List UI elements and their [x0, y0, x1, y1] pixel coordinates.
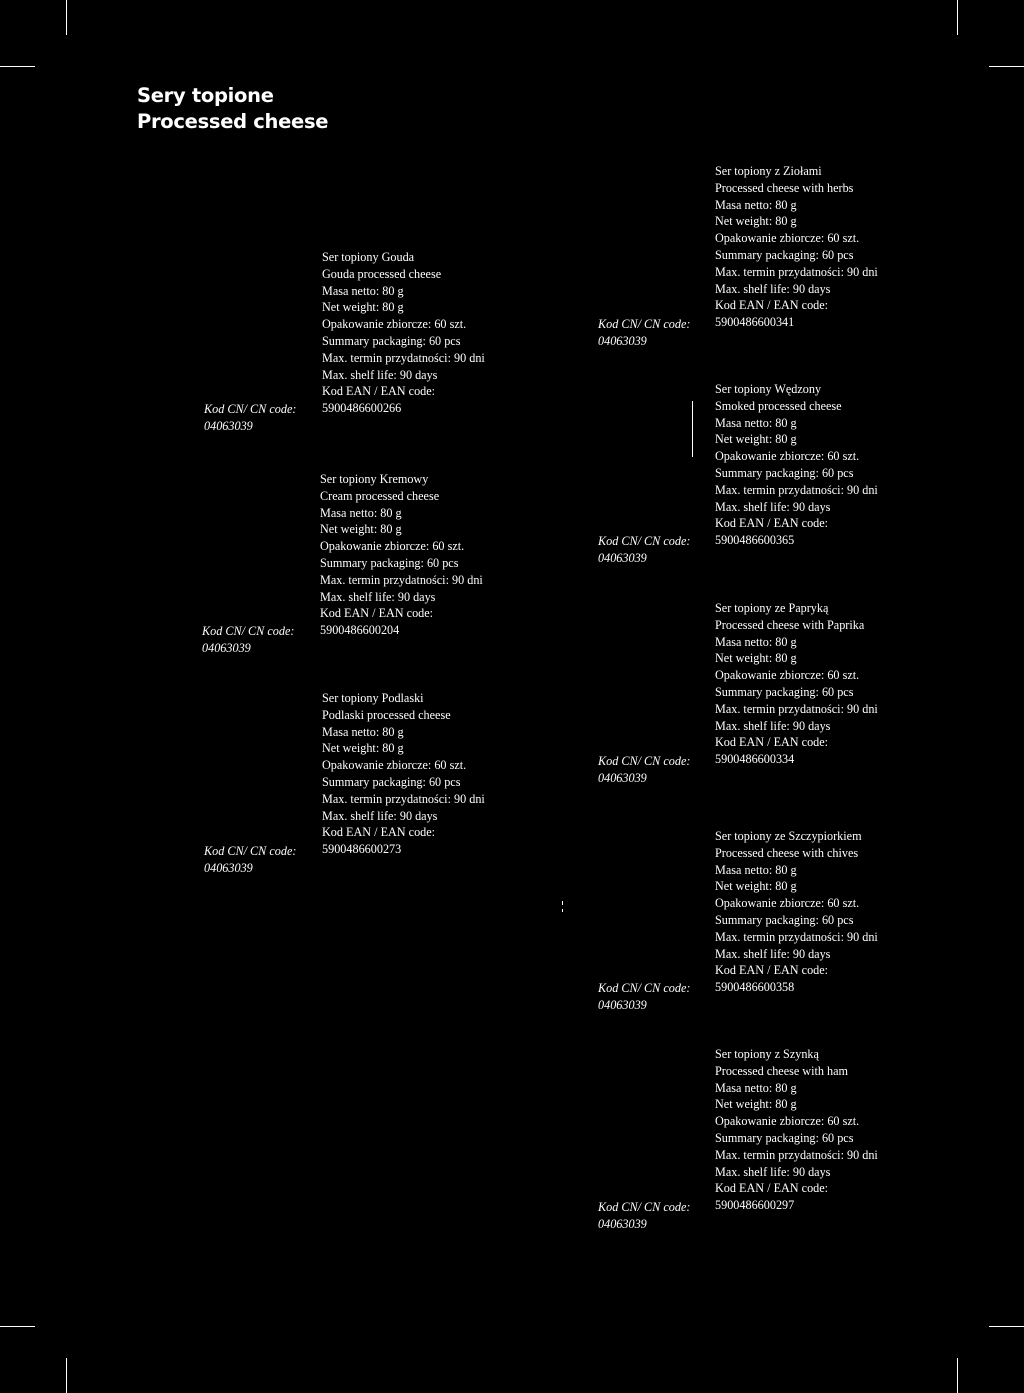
ean-label: Kod EAN / EAN code: — [715, 516, 829, 531]
page-title — [137, 83, 328, 135]
product-info — [715, 381, 878, 549]
cn-code: 04063039 — [598, 333, 647, 348]
ean-code: 5900486600358 — [715, 980, 795, 995]
title-pl: Sery topione — [137, 84, 274, 107]
packaging-en: Summary packaging: 60 pcs — [715, 247, 854, 262]
crop-mark — [989, 1326, 1024, 1327]
cn-code-block — [598, 316, 690, 350]
product-info — [715, 828, 878, 996]
crop-mark — [0, 66, 35, 67]
ean-label: Kod EAN / EAN code: — [320, 606, 434, 621]
crop-mark — [66, 1358, 67, 1393]
cn-label: Kod CN/ CN code: — [598, 534, 691, 548]
net-weight-en: Net weight: 80 g — [715, 1097, 797, 1112]
net-weight-pl: Masa netto: 80 g — [715, 862, 797, 877]
ean-code: 5900486600334 — [715, 752, 795, 767]
cn-code: 04063039 — [598, 550, 647, 565]
product-name-en: Processed cheese with chives — [715, 845, 859, 860]
product-name-pl: Ser topiony Podlaski — [322, 691, 424, 705]
crop-mark — [957, 0, 958, 35]
shelf-life-en: Max. shelf life: 90 days — [322, 367, 438, 382]
divider-dot — [562, 901, 563, 905]
net-weight-en: Net weight: 80 g — [715, 214, 797, 229]
crop-mark — [66, 0, 67, 35]
ean-code: 5900486600204 — [320, 623, 400, 638]
shelf-life-pl: Max. termin przydatności: 90 dni — [715, 701, 878, 716]
cn-label: Kod CN/ CN code: — [598, 317, 691, 331]
product-name-en: Gouda processed cheese — [322, 266, 442, 281]
cn-label: Kod CN/ CN code: — [204, 844, 297, 858]
packaging-pl: Opakowanie zbiorcze: 60 szt. — [320, 539, 465, 554]
ean-label: Kod EAN / EAN code: — [715, 963, 829, 978]
ean-label: Kod EAN / EAN code: — [715, 298, 829, 313]
net-weight-pl: Masa netto: 80 g — [715, 634, 797, 649]
ean-code: 5900486600266 — [322, 401, 402, 416]
product-info — [322, 690, 485, 858]
packaging-en: Summary packaging: 60 pcs — [715, 912, 854, 927]
cn-label: Kod CN/ CN code: — [598, 754, 691, 768]
product-name-en: Processed cheese with herbs — [715, 180, 854, 195]
shelf-life-en: Max. shelf life: 90 days — [322, 808, 438, 823]
product-name-pl: Ser topiony Gouda — [322, 250, 415, 264]
product-info — [715, 163, 878, 331]
shelf-life-en: Max. shelf life: 90 days — [715, 718, 831, 733]
shelf-life-pl: Max. termin przydatności: 90 dni — [320, 572, 483, 587]
shelf-life-pl: Max. termin przydatności: 90 dni — [715, 929, 878, 944]
cn-code-block — [204, 401, 296, 435]
net-weight-pl: Masa netto: 80 g — [715, 415, 797, 430]
shelf-life-pl: Max. termin przydatności: 90 dni — [322, 791, 485, 806]
shelf-life-pl: Max. termin przydatności: 90 dni — [715, 1147, 878, 1162]
packaging-pl: Opakowanie zbiorcze: 60 szt. — [715, 896, 860, 911]
packaging-en: Summary packaging: 60 pcs — [320, 555, 459, 570]
packaging-pl: Opakowanie zbiorcze: 60 szt. — [715, 668, 860, 683]
shelf-life-en: Max. shelf life: 90 days — [320, 589, 436, 604]
cn-code-block — [598, 1199, 690, 1233]
packaging-en: Summary packaging: 60 pcs — [322, 774, 461, 789]
shelf-life-pl: Max. termin przydatności: 90 dni — [322, 350, 485, 365]
cn-code: 04063039 — [598, 997, 647, 1012]
cn-code-block — [202, 623, 294, 657]
product-name-pl: Ser topiony Wędzony — [715, 382, 822, 396]
net-weight-pl: Masa netto: 80 g — [322, 283, 404, 298]
crop-mark — [957, 1358, 958, 1393]
shelf-life-en: Max. shelf life: 90 days — [715, 281, 831, 296]
net-weight-pl: Masa netto: 80 g — [715, 197, 797, 212]
cn-label: Kod CN/ CN code: — [598, 1200, 691, 1214]
packaging-en: Summary packaging: 60 pcs — [715, 465, 854, 480]
cn-code-block — [598, 753, 690, 787]
product-name-en: Cream processed cheese — [320, 488, 440, 503]
product-name-pl: Ser topiony ze Szczypiorkiem — [715, 829, 862, 843]
cn-code-block — [598, 980, 690, 1014]
ean-code: 5900486600341 — [715, 315, 795, 330]
title-en: Processed cheese — [137, 110, 329, 133]
cn-label: Kod CN/ CN code: — [598, 981, 691, 995]
packaging-pl: Opakowanie zbiorcze: 60 szt. — [322, 758, 467, 773]
net-weight-en: Net weight: 80 g — [715, 879, 797, 894]
net-weight-en: Net weight: 80 g — [715, 432, 797, 447]
cn-code: 04063039 — [204, 418, 253, 433]
cn-code: 04063039 — [204, 860, 253, 875]
net-weight-en: Net weight: 80 g — [320, 522, 402, 537]
product-name-pl: Ser topiony Kremowy — [320, 472, 429, 486]
ean-label: Kod EAN / EAN code: — [322, 825, 436, 840]
ean-label: Kod EAN / EAN code: — [715, 735, 829, 750]
shelf-life-en: Max. shelf life: 90 days — [715, 946, 831, 961]
cn-code-block — [204, 843, 296, 877]
product-name-pl: Ser topiony z Szynką — [715, 1047, 819, 1061]
product-info — [320, 471, 483, 639]
shelf-life-en: Max. shelf life: 90 days — [715, 1164, 831, 1179]
net-weight-pl: Masa netto: 80 g — [715, 1080, 797, 1095]
ean-label: Kod EAN / EAN code: — [322, 384, 436, 399]
shelf-life-pl: Max. termin przydatności: 90 dni — [715, 482, 878, 497]
cn-code: 04063039 — [202, 640, 251, 655]
ean-code: 5900486600273 — [322, 842, 402, 857]
packaging-pl: Opakowanie zbiorcze: 60 szt. — [322, 317, 467, 332]
shelf-life-en: Max. shelf life: 90 days — [715, 499, 831, 514]
product-info — [322, 249, 485, 417]
product-name-pl: Ser topiony ze Papryką — [715, 601, 829, 615]
product-name-en: Podlaski processed cheese — [322, 707, 451, 722]
ean-code: 5900486600297 — [715, 1198, 795, 1213]
packaging-pl: Opakowanie zbiorcze: 60 szt. — [715, 449, 860, 464]
cn-label: Kod CN/ CN code: — [204, 402, 297, 416]
divider-line — [692, 401, 693, 457]
shelf-life-pl: Max. termin przydatności: 90 dni — [715, 264, 878, 279]
packaging-en: Summary packaging: 60 pcs — [322, 333, 461, 348]
product-info — [715, 1046, 878, 1214]
crop-mark — [989, 66, 1024, 67]
net-weight-pl: Masa netto: 80 g — [322, 724, 404, 739]
net-weight-pl: Masa netto: 80 g — [320, 505, 402, 520]
cn-code-block — [598, 533, 690, 567]
packaging-en: Summary packaging: 60 pcs — [715, 1130, 854, 1145]
cn-code: 04063039 — [598, 770, 647, 785]
cn-code: 04063039 — [598, 1216, 647, 1231]
net-weight-en: Net weight: 80 g — [322, 741, 404, 756]
net-weight-en: Net weight: 80 g — [322, 300, 404, 315]
product-info — [715, 600, 878, 768]
net-weight-en: Net weight: 80 g — [715, 651, 797, 666]
packaging-pl: Opakowanie zbiorcze: 60 szt. — [715, 1114, 860, 1129]
product-name-pl: Ser topiony z Ziołami — [715, 164, 822, 178]
ean-code: 5900486600365 — [715, 533, 795, 548]
divider-dot — [562, 909, 563, 912]
packaging-en: Summary packaging: 60 pcs — [715, 684, 854, 699]
crop-mark — [0, 1326, 35, 1327]
product-name-en: Smoked processed cheese — [715, 398, 842, 413]
product-name-en: Processed cheese with ham — [715, 1063, 849, 1078]
cn-label: Kod CN/ CN code: — [202, 624, 295, 638]
ean-label: Kod EAN / EAN code: — [715, 1181, 829, 1196]
packaging-pl: Opakowanie zbiorcze: 60 szt. — [715, 231, 860, 246]
product-name-en: Processed cheese with Paprika — [715, 617, 865, 632]
